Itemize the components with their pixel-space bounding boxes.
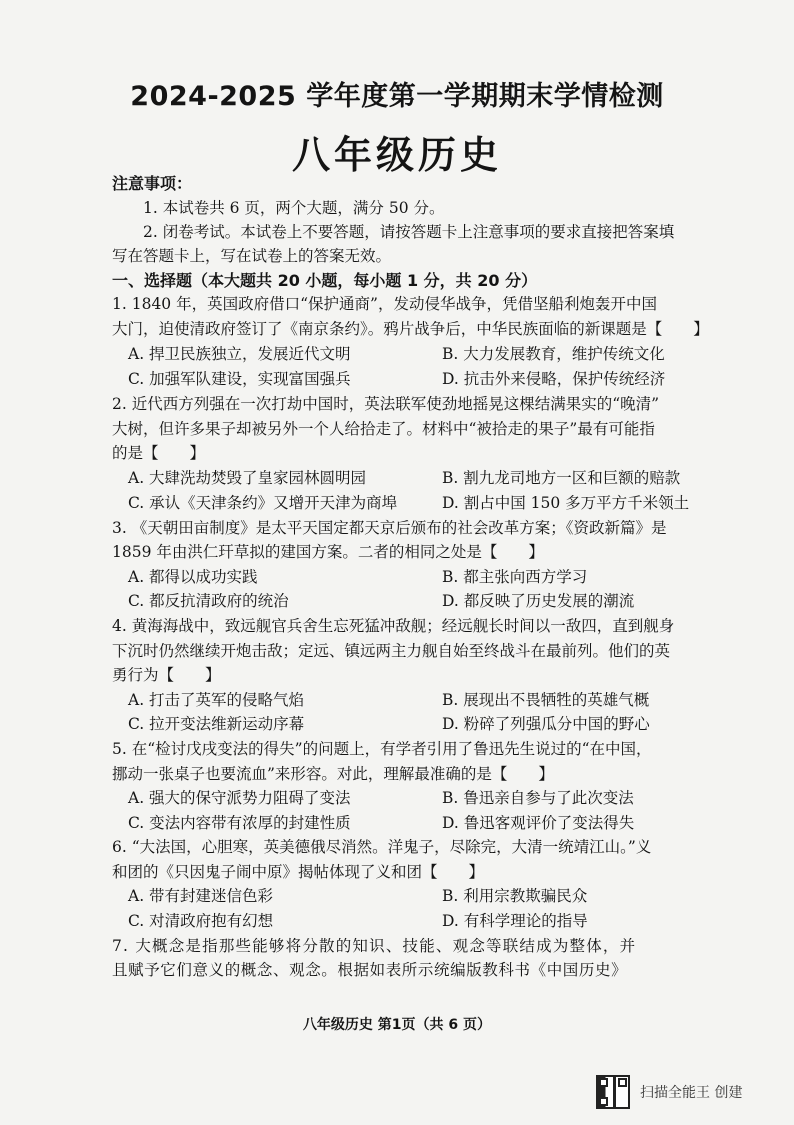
question-4-option-c: C. 拉开变法维新运动序幕	[128, 715, 305, 733]
question-4-option-b: B. 展现出不畏牺牲的英雄气概	[442, 691, 650, 709]
question-3-option-d: D. 都反映了历史发展的潮流	[442, 592, 635, 610]
page-footer: 八年级历史 第1页（共 6 页）	[302, 1017, 492, 1033]
question-5-option-c: C. 变法内容带有浓厚的封建性质	[128, 814, 351, 832]
question-3-option-c: C. 都反抗清政府的统治	[128, 592, 289, 610]
question-1-option-d: D. 抗击外来侵略，保护传统经济	[442, 370, 666, 388]
question-6-line-2: 和团的《只因鬼子闹中原》揭帖体现了义和团【 】	[112, 863, 485, 881]
notice-item-2-line-1: 2. 闭卷考试。本试卷上不要答题，请按答题卡上注意事项的要求直接把答案填	[143, 223, 675, 241]
question-3-line-2: 1859 年由洪仁玕草拟的建国方案。二者的相同之处是【 】	[112, 543, 544, 561]
question-3-option-a: A. 都得以成功实践	[128, 568, 258, 586]
question-4-line-3: 勇行为【 】	[112, 666, 221, 684]
question-6-line-1: 6. “大法国，心胆寒，英美德俄尽消然。洋鬼子，尽除完，大清一统靖江山。”义	[112, 838, 652, 856]
question-2-line-3: 的是【 】	[112, 444, 206, 462]
question-2-option-a: A. 大肆洗劫焚毁了皇家园林圆明园	[128, 469, 367, 487]
question-6-option-a: A. 带有封建迷信色彩	[128, 887, 274, 905]
question-1-line-2: 大门，迫使清政府签订了《南京条约》。鸦片战争后，中华民族面临的新课题是【 】	[112, 320, 709, 338]
exam-subtitle: 八年级历史	[291, 133, 502, 177]
question-1-option-b: B. 大力发展教育，维护传统文化	[442, 345, 665, 363]
question-4-line-1: 4. 黄海海战中，致远舰官兵舍生忘死猛冲敌舰；经远舰长时间以一敌四，直到舰身	[112, 617, 675, 635]
question-3-option-b: B. 都主张向西方学习	[442, 568, 588, 586]
question-5-option-b: B. 鲁迅亲自参与了此次变法	[442, 789, 634, 807]
question-1-option-a: A. 捍卫民族独立，发展近代文明	[128, 345, 351, 363]
exam-title: 2024-2025 学年度第一学期期末学情检测	[130, 81, 664, 112]
question-2-option-d: D. 割占中国 150 多万平方千米领土	[442, 494, 690, 512]
question-2-option-c: C. 承认《天津条约》又增开天津为商埠	[128, 494, 398, 512]
scanner-watermark: 扫描全能王 创建	[640, 1085, 743, 1101]
question-6-option-b: B. 利用宗教欺骗民众	[442, 887, 588, 905]
question-7-line-1: 7. 大概念是指那些能够将分散的知识、技能、观念等联结成为整体，并	[112, 937, 637, 955]
notice-heading: 注意事项：	[112, 174, 193, 193]
question-2-line-2: 大树，但许多果子却被另外一个人给拾走了。材料中“被拾走的果子”最有可能指	[112, 420, 655, 438]
question-7-line-2: 且赋予它们意义的概念、观念。根据如表所示统编版教科书《中国历史》	[112, 961, 628, 979]
question-2-line-1: 2. 近代西方列强在一次打劫中国时，英法联军使劲地摇晃这棵结满果实的“晚清”	[112, 395, 660, 413]
question-5-line-1: 5. 在“检讨戊戌变法的得失”的问题上，有学者引用了鲁迅先生说过的“在中国，	[112, 740, 652, 758]
question-4-option-d: D. 粉碎了列强瓜分中国的野心	[442, 715, 650, 733]
question-3-line-1: 3. 《天朝田亩制度》是太平天国定都天京后颁布的社会改革方案；《资政新篇》是	[112, 519, 667, 537]
question-4-line-2: 下沉时仍然继续开炮击敌；定远、镇远两主力舰自始至终战斗在最前列。他们的英	[112, 642, 671, 660]
question-6-option-c: C. 对清政府抱有幻想	[128, 912, 274, 930]
notice-item-2-line-2: 写在答题卡上，写在试卷上的答案无效。	[112, 247, 392, 265]
qr-code-icon	[596, 1075, 630, 1109]
question-6-option-d: D. 有科学理论的指导	[442, 912, 588, 930]
question-1-option-c: C. 加强军队建设，实现富国强兵	[128, 370, 351, 388]
question-5-line-2: 挪动一张桌子也要流血”来形容。对此，理解最准确的是【 】	[112, 765, 554, 783]
question-4-option-a: A. 打击了英军的侵略气焰	[128, 691, 305, 709]
notice-item-1: 1. 本试卷共 6 页，两个大题，满分 50 分。	[143, 199, 445, 217]
question-5-option-d: D. 鲁迅客观评价了变法得失	[442, 814, 635, 832]
section-heading: 一、选择题（本大题共 20 小题，每小题 1 分，共 20 分）	[112, 271, 538, 290]
question-1-line-1: 1. 1840 年，英国政府借口“保护通商”，发动侵华战争，凭借坚船利炮轰开中国	[112, 295, 657, 313]
question-5-option-a: A. 强大的保守派势力阻碍了变法	[128, 789, 351, 807]
question-2-option-b: B. 割九龙司地方一区和巨额的赔款	[442, 469, 681, 487]
